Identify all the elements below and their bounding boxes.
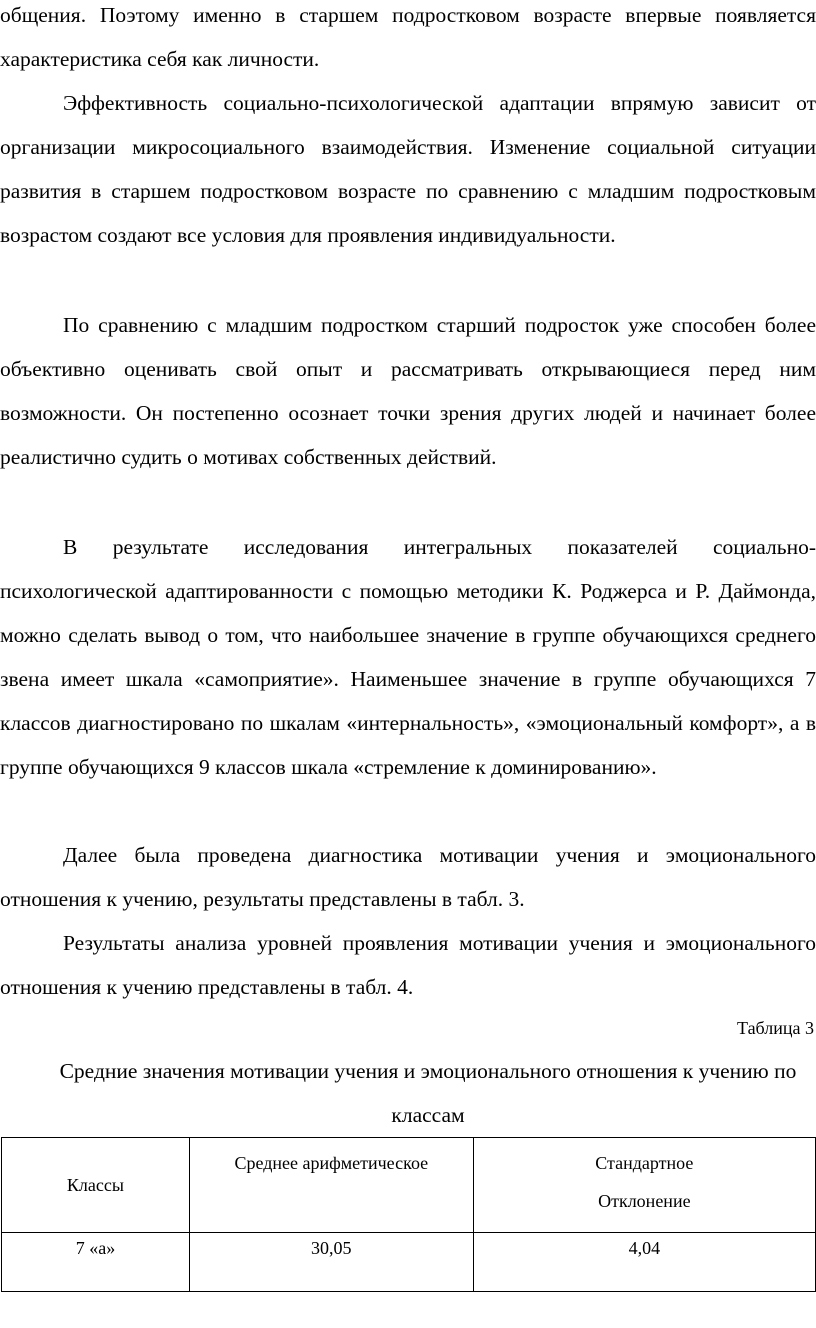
table-cell [189, 1233, 473, 1292]
table-header-cell [2, 1138, 190, 1233]
table-title: Средние значения мотивации учения и эмоционального отношения к учению по классам [59, 1059, 797, 1127]
table-label: Таблица 3 [737, 1018, 814, 1038]
paragraph-4: В результате исследования интегральных показателей социально-психологической адаптированности с помощью методики К. Роджерса и Р. Даймонда, можно сделать вывод о том, что наибольшее значение в группе обучающихся среднего звена имеет шкала «самоприятие». Наименьшее значение в группе обучающихся 7 классов диагностировано по шкалам «интернальность», «эмоциональный комфорт», а в группе обучающихся 9 классов шкала «стремление к доминированию». [0, 535, 816, 779]
table-cell [2, 1233, 190, 1292]
header-mean: Среднее арифметическое [234, 1153, 429, 1173]
paragraph-1: общения. Поэтому именно в старшем подростковом возрасте впервые появляется характеристика себя как личности. [0, 3, 816, 71]
table-header-row [2, 1138, 816, 1233]
table-row [2, 1233, 816, 1292]
results-table [1, 1137, 816, 1292]
header-classes: Классы [66, 1175, 124, 1195]
table-header-cell [189, 1138, 473, 1233]
table-cell [473, 1233, 815, 1292]
paragraph-6: Результаты анализа уровней проявления мотивации учения и эмоционального отношения к учению представлены в табл. 4. [0, 931, 816, 999]
cell-std: 4,04 [628, 1238, 661, 1258]
cell-class: 7 «а» [75, 1238, 116, 1258]
header-std: Стандартное Отклонение [595, 1153, 694, 1211]
table-header-cell [473, 1138, 815, 1233]
paragraph-3: По сравнению с младшим подростком старший подросток уже способен более объективно оценивать свой опыт и рассматривать открывающиеся перед ним возможности. Он постепенно осознает точки зрения других людей и начинает более реалистично судить о мотивах собственных действий. [0, 313, 816, 469]
paragraph-2: Эффективность социально-психологической адаптации впрямую зависит от организации микросоциального взаимодействия. Изменение социальной ситуации развития в старшем подростковом возрасте по сравнению с младшим подростковым возрастом создают все условия для проявления индивидуальности. [0, 91, 816, 247]
paragraph-5: Далее была проведена диагностика мотивации учения и эмоционального отношения к учению, результаты представлены в табл. 3. [0, 843, 816, 911]
cell-mean: 30,05 [311, 1238, 352, 1258]
